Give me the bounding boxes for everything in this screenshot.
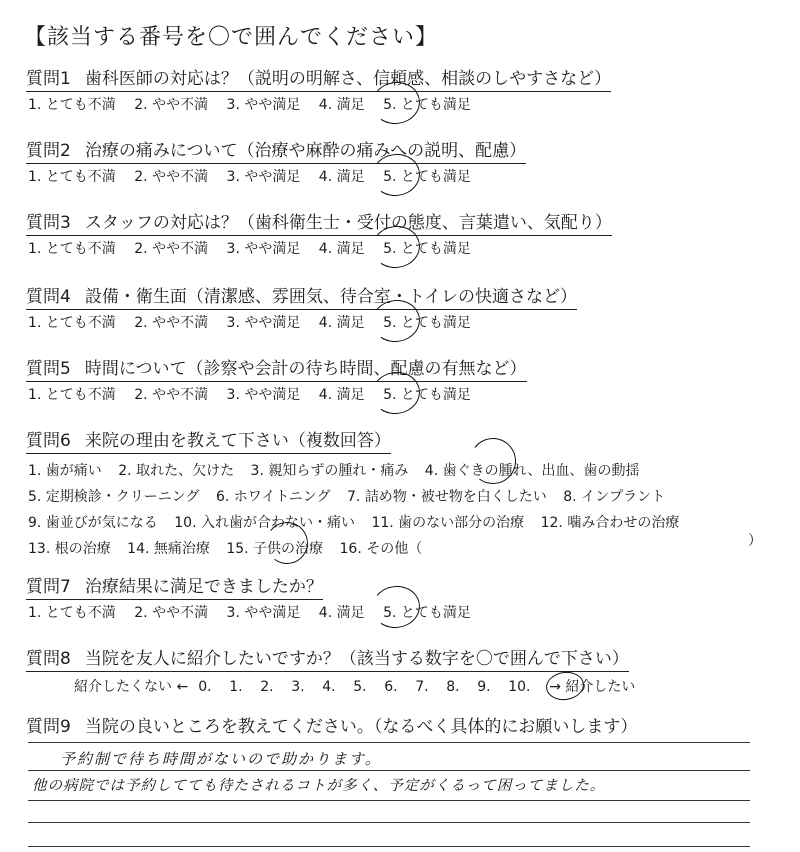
question-7-title bbox=[26, 576, 323, 600]
scale-left-label: 紹介したくない ← bbox=[74, 679, 189, 695]
option-5[interactable]: 5. とても満足 bbox=[383, 241, 471, 257]
option-1[interactable]: 1. とても不満 bbox=[28, 97, 116, 113]
option-5[interactable]: 5. 定期検診・クリーニング bbox=[28, 489, 200, 505]
scale-3[interactable]: 3. bbox=[291, 679, 305, 695]
question-9 bbox=[26, 716, 766, 739]
option-1[interactable]: 1. とても不満 bbox=[28, 387, 116, 403]
question-6 bbox=[26, 430, 766, 562]
option-15[interactable]: 15. 子供の治療 bbox=[226, 541, 324, 557]
scale-7[interactable]: 7. bbox=[415, 679, 429, 695]
option-14[interactable]: 14. 無痛治療 bbox=[127, 541, 210, 557]
option-16[interactable]: 16. その他（ bbox=[339, 541, 423, 557]
question-number: 質問6 bbox=[26, 431, 71, 451]
scale-4[interactable]: 4. bbox=[322, 679, 336, 695]
question-number: 質問1 bbox=[26, 69, 71, 89]
option-5[interactable]: 5. とても満足 bbox=[383, 169, 471, 185]
recommend-scale bbox=[74, 676, 766, 696]
scale-6[interactable]: 6. bbox=[384, 679, 398, 695]
option-2[interactable]: 2. やや不満 bbox=[134, 315, 209, 331]
question-number: 質問7 bbox=[26, 577, 71, 597]
option-4[interactable]: 4. 満足 bbox=[318, 605, 365, 621]
option-4[interactable]: 4. 歯ぐきの腫れ、出血、歯の動揺 bbox=[424, 463, 640, 479]
option-4[interactable]: 4. 満足 bbox=[318, 241, 365, 257]
question-text: 時間について（診察や会計の待ち時間、配慮の有無など） bbox=[84, 359, 527, 379]
scale-10[interactable]: 10. bbox=[508, 679, 531, 695]
question-9-title bbox=[26, 716, 637, 739]
options-row bbox=[28, 536, 766, 562]
scale-9[interactable]: 9. bbox=[477, 679, 491, 695]
question-4-title bbox=[26, 286, 577, 310]
options-row bbox=[28, 458, 766, 484]
option-4[interactable]: 4. 満足 bbox=[318, 97, 365, 113]
option-3[interactable]: 3. やや満足 bbox=[226, 97, 301, 113]
question-number: 質問8 bbox=[26, 649, 71, 669]
answer-line bbox=[28, 846, 750, 847]
option-2[interactable]: 2. やや不満 bbox=[134, 387, 209, 403]
scale-2[interactable]: 2. bbox=[260, 679, 274, 695]
question-text: 治療の痛みについて（治療や麻酔の痛みへの説明、配慮） bbox=[84, 141, 527, 161]
answer-line bbox=[28, 822, 750, 823]
option-2[interactable]: 2. やや不満 bbox=[134, 241, 209, 257]
option-2[interactable]: 2. やや不満 bbox=[134, 169, 209, 185]
option-13[interactable]: 13. 根の治療 bbox=[28, 541, 111, 557]
question-8 bbox=[26, 648, 766, 696]
option-9[interactable]: 9. 歯並びが気になる bbox=[28, 515, 158, 531]
option-10[interactable]: 10. 入れ歯が合わない・痛い bbox=[174, 515, 355, 531]
option-2[interactable]: 2. やや不満 bbox=[134, 605, 209, 621]
question-number: 質問3 bbox=[26, 213, 71, 233]
question-number: 質問2 bbox=[26, 141, 71, 161]
scale-right-label: → 紹介したい bbox=[549, 679, 636, 695]
question-text: 来院の理由を教えて下さい（複数回答） bbox=[84, 431, 391, 451]
option-1[interactable]: 1. とても不満 bbox=[28, 315, 116, 331]
option-1[interactable]: 1. とても不満 bbox=[28, 605, 116, 621]
option-4[interactable]: 4. 満足 bbox=[318, 169, 365, 185]
question-8-title bbox=[26, 648, 629, 672]
option-2[interactable]: 2. 取れた、欠けた bbox=[118, 463, 235, 479]
option-7[interactable]: 7. 詰め物・被せ物を白くしたい bbox=[347, 489, 547, 505]
question-number: 質問9 bbox=[26, 717, 71, 737]
option-8[interactable]: 8. インプラント bbox=[563, 489, 666, 505]
handwritten-answer-line-1: 予約制で待ち時間がないので助かります。 bbox=[60, 750, 382, 768]
option-5[interactable]: 5. とても満足 bbox=[383, 605, 471, 621]
option-11[interactable]: 11. 歯のない部分の治療 bbox=[371, 515, 525, 531]
option-3[interactable]: 3. やや満足 bbox=[226, 169, 301, 185]
question-text: 当院の良いところを教えてください。（なるべく具体的にお願いします） bbox=[84, 717, 638, 737]
question-5-title bbox=[26, 358, 527, 382]
option-6[interactable]: 6. ホワイトニング bbox=[215, 489, 331, 505]
question-number: 質問4 bbox=[26, 287, 71, 307]
question-3-title bbox=[26, 212, 612, 236]
question-text: 治療結果に満足できましたか？ bbox=[84, 577, 323, 597]
option-4[interactable]: 4. 満足 bbox=[318, 315, 365, 331]
option-5[interactable]: 5. とても満足 bbox=[383, 387, 471, 403]
option-3[interactable]: 3. やや満足 bbox=[226, 387, 301, 403]
option-5[interactable]: 5. とても満足 bbox=[383, 315, 471, 331]
question-text: 歯科医師の対応は？（説明の明解さ、信頼感、相談のしやすさなど） bbox=[84, 69, 612, 89]
option-3[interactable]: 3. やや満足 bbox=[226, 605, 301, 621]
options-row bbox=[28, 484, 766, 510]
scale-5[interactable]: 5. bbox=[353, 679, 367, 695]
other-close-paren: ） bbox=[748, 533, 762, 549]
option-1[interactable]: 1. とても不満 bbox=[28, 169, 116, 185]
question-number: 質問5 bbox=[26, 359, 71, 379]
scale-8[interactable]: 8. bbox=[446, 679, 460, 695]
answer-line bbox=[28, 742, 750, 743]
options-row bbox=[28, 510, 766, 536]
option-3[interactable]: 3. 親知らずの腫れ・痛み bbox=[250, 463, 409, 479]
scale-0[interactable]: 0. bbox=[198, 679, 212, 695]
option-1[interactable]: 1. 歯が痛い bbox=[28, 463, 102, 479]
option-1[interactable]: 1. とても不満 bbox=[28, 241, 116, 257]
option-4[interactable]: 4. 満足 bbox=[318, 387, 365, 403]
question-text: 当院を友人に紹介したいですか？（該当する数字を〇で囲んで下さい） bbox=[84, 649, 629, 669]
option-5[interactable]: 5. とても満足 bbox=[383, 97, 471, 113]
option-3[interactable]: 3. やや満足 bbox=[226, 315, 301, 331]
answer-line bbox=[28, 770, 750, 771]
question-2-title bbox=[26, 140, 526, 164]
option-2[interactable]: 2. やや不満 bbox=[134, 97, 209, 113]
page-title: 【該当する番号を〇で囲んでください】 bbox=[24, 25, 439, 50]
question-text: 設備・衛生面（清潔感、雰囲気、待合室・トイレの快適さなど） bbox=[84, 287, 577, 307]
scale-1[interactable]: 1. bbox=[229, 679, 243, 695]
option-3[interactable]: 3. やや満足 bbox=[226, 241, 301, 257]
answer-line bbox=[28, 800, 750, 801]
question-6-title bbox=[26, 430, 391, 454]
handwritten-answer-line-2: 他の病院では予約してても待たされるコトが多く、予定がくるって困ってました。 bbox=[32, 778, 606, 794]
option-12[interactable]: 12. 噛み合わせの治療 bbox=[540, 515, 680, 531]
question-1-title bbox=[26, 68, 611, 92]
question-text: スタッフの対応は？（歯科衛生士・受付の態度、言葉遣い、気配り） bbox=[84, 213, 612, 233]
answer-options bbox=[28, 458, 766, 562]
